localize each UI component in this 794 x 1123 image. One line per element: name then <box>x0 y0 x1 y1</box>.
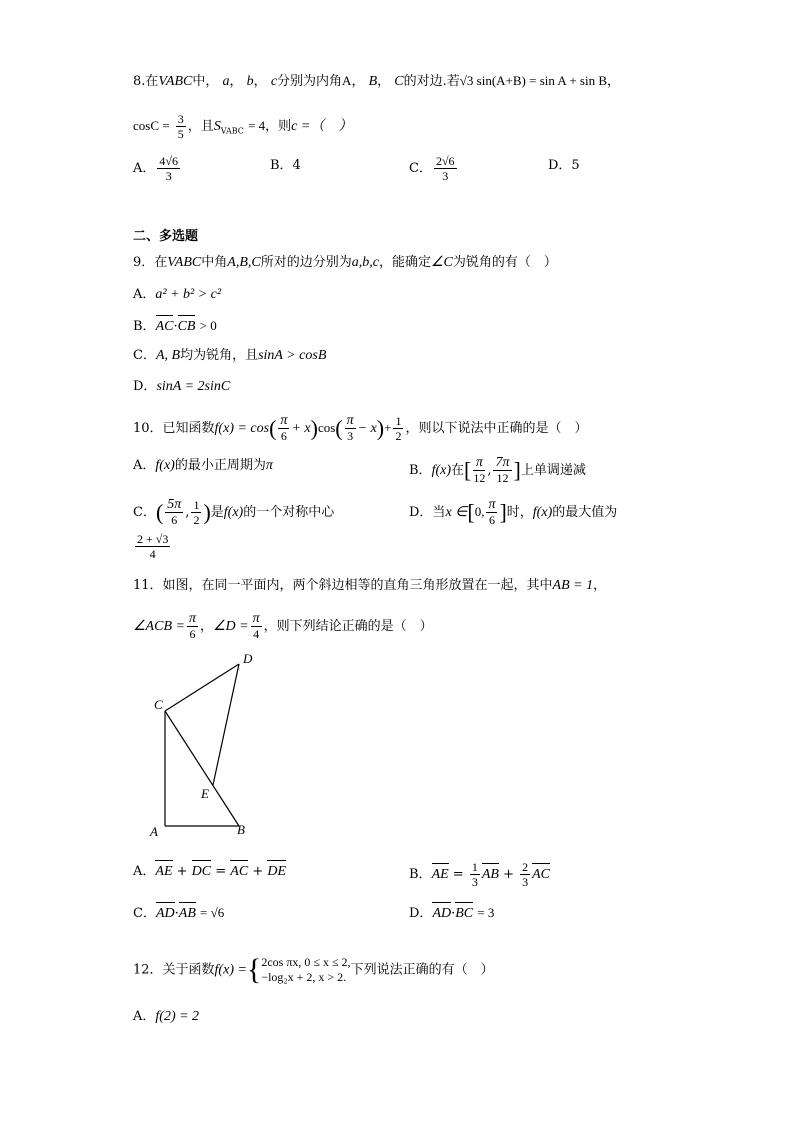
q9-option-b[interactable]: B．AC·CB > 0 <box>133 316 217 337</box>
q11-stem-line2: ∠ACB = $\frac{\pi}{6}$ ，∠D = $\frac{\pi}{4}$ ，则下列结论正确的是（ ） <box>133 611 433 641</box>
point-e-label: E <box>201 786 209 801</box>
q9-option-a[interactable]: A．a² + b² > c² <box>133 287 222 302</box>
q12-stem: 12．关于函数f(x) ={ 2cos πx, 0 ≤ x ≤ 2, −log₂x + 2, x > 2. 下列说法正确的有（ ） <box>133 953 494 986</box>
point-c-label: C <box>154 697 163 712</box>
q8-fraction: $\frac{3}{5}$ <box>177 112 184 141</box>
q8-option-d[interactable]: D．5 <box>548 158 580 173</box>
q8-triangle: VABC <box>158 74 193 89</box>
segment-de <box>213 664 239 785</box>
point-d-label: D <box>243 651 253 666</box>
q10-option-c[interactable]: C．( $\frac{5\pi}{6}$ , $\frac{1}{2}$ )是f(x)的一个对称中心 <box>133 497 335 527</box>
segment-cd <box>165 664 239 711</box>
q8-option-b[interactable]: B．4 <box>270 158 301 173</box>
q11-option-b[interactable]: B．AE = $\frac{1}{3}$ AB + $\frac{2}{3}$ AC <box>409 860 551 889</box>
q9-option-d[interactable]: D．sinA = 2sinC <box>133 379 231 394</box>
q8-option-a[interactable]: A． $\frac{4√6}{3}$ <box>133 154 178 183</box>
q10-option-a[interactable]: A．f(x)的最小正周期为π <box>133 458 273 473</box>
q8-stem: 8.在VABC中， a， b， c分别为内角A， B， C的对边.若√3 sin(A+B) = sin A + sin B， <box>133 73 621 89</box>
q8-equation: √3 sin(A+B) = sin A + sin B <box>459 73 607 88</box>
point-a-label: A <box>150 824 158 839</box>
q10-stem: 10．已知函数f(x) = cos( $\frac{\pi}{6}$ + x)cos( $\frac{\pi}{3}$ − x)+ $\frac{1}{2}$ ，则以下说法中正确的是（ ） <box>133 413 588 443</box>
q9-stem: 9．在VABC中角A,B,C所对的边分别为a,b,c，能确定∠C为锐角的有（ ） <box>133 255 557 270</box>
q11-option-a[interactable]: A．AE + DC = AC + DE <box>133 862 286 882</box>
q10-option-d[interactable]: D．当x ∈[0, $\frac{\pi}{6}$ ]时，f(x)的最大值为 <box>409 497 618 527</box>
segment-cb <box>165 711 239 826</box>
point-b-label: B <box>237 822 245 837</box>
q8-stem-line2: cosC = $\frac{3}{5}$ ，且$S_{VABC} = 4$，则c =（ ） <box>133 112 353 141</box>
q10-option-b[interactable]: B．f(x)在[ $\frac{\pi}{12}$ , $\frac{7\pi}{12}$ ]上单调递减 <box>409 455 586 485</box>
q10-option-d-answer: $\frac{2 + √3}{4}$ <box>137 532 169 561</box>
q12-option-a[interactable]: A．f(2) = 2 <box>133 1009 200 1024</box>
q11-option-c[interactable]: C．AD·AB = √6 <box>133 903 224 924</box>
q11-stem: 11．如图，在同一平面内，两个斜边相等的直角三角形放置在一起，其中AB = 1， <box>133 578 607 593</box>
q11-figure <box>140 648 280 848</box>
q11-option-d[interactable]: D．AD·BC = 3 <box>409 903 494 924</box>
section-title-multi-choice: 二、多选题 <box>133 229 199 244</box>
q9-option-c[interactable]: C．A, B均为锐角，且sinA > cosB <box>133 348 327 363</box>
q8-option-c[interactable]: C． $\frac{2√6}{3}$ <box>409 154 455 183</box>
q8-number: 8.在 <box>133 74 159 89</box>
